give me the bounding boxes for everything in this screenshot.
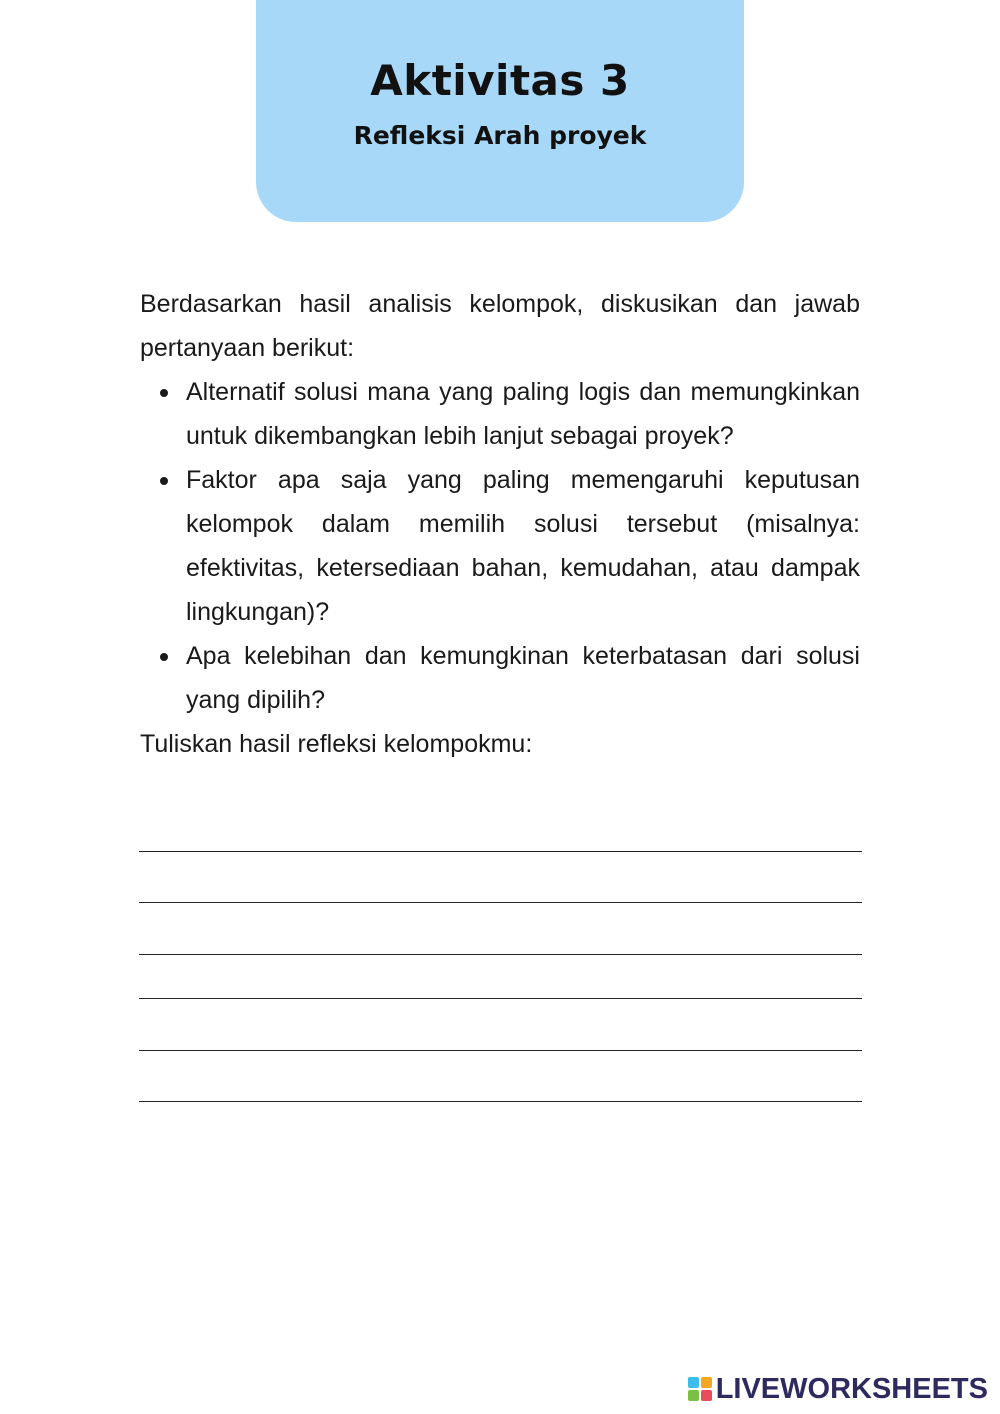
logo-square bbox=[688, 1390, 699, 1401]
brand-name: LIVEWORKSHEETS bbox=[715, 1372, 988, 1405]
intro-text: Berdasarkan hasil analisis kelompok, diskusikan dan jawab pertanyaan berikut: bbox=[140, 290, 860, 362]
logo-square bbox=[701, 1390, 712, 1401]
liveworksheets-brand bbox=[688, 1372, 988, 1406]
answer-prompt: Tuliskan hasil refleksi kelompokmu: bbox=[140, 730, 533, 758]
liveworksheets-logo-icon bbox=[688, 1377, 712, 1401]
answer-line[interactable] bbox=[139, 851, 862, 852]
answer-line[interactable] bbox=[139, 902, 862, 903]
question-item: Apa kelebihan dan kemungkinan keterbatasan dari solusi yang dipilih? bbox=[186, 634, 860, 722]
question-item: Faktor apa saja yang paling memengaruhi keputusan kelompok dalam memilih solusi tersebut (misalnya: efektivitas, ketersediaan bahan, kemudahan, atau dampak lingkungan)? bbox=[186, 458, 860, 634]
page-title: Aktivitas 3 bbox=[370, 56, 630, 105]
answer-line[interactable] bbox=[139, 1101, 862, 1102]
question-item: Alternatif solusi mana yang paling logis dan memungkinkan untuk dikembangkan lebih lanjut sebagai proyek? bbox=[186, 370, 860, 458]
logo-square bbox=[688, 1377, 699, 1388]
answer-line[interactable] bbox=[139, 954, 862, 955]
header-banner bbox=[256, 0, 744, 222]
page-subtitle: Refleksi Arah proyek bbox=[353, 121, 647, 150]
answer-line[interactable] bbox=[139, 1050, 862, 1051]
question-list bbox=[140, 370, 860, 722]
worksheet-content bbox=[140, 282, 860, 766]
answer-line[interactable] bbox=[139, 998, 862, 999]
logo-square bbox=[701, 1377, 712, 1388]
